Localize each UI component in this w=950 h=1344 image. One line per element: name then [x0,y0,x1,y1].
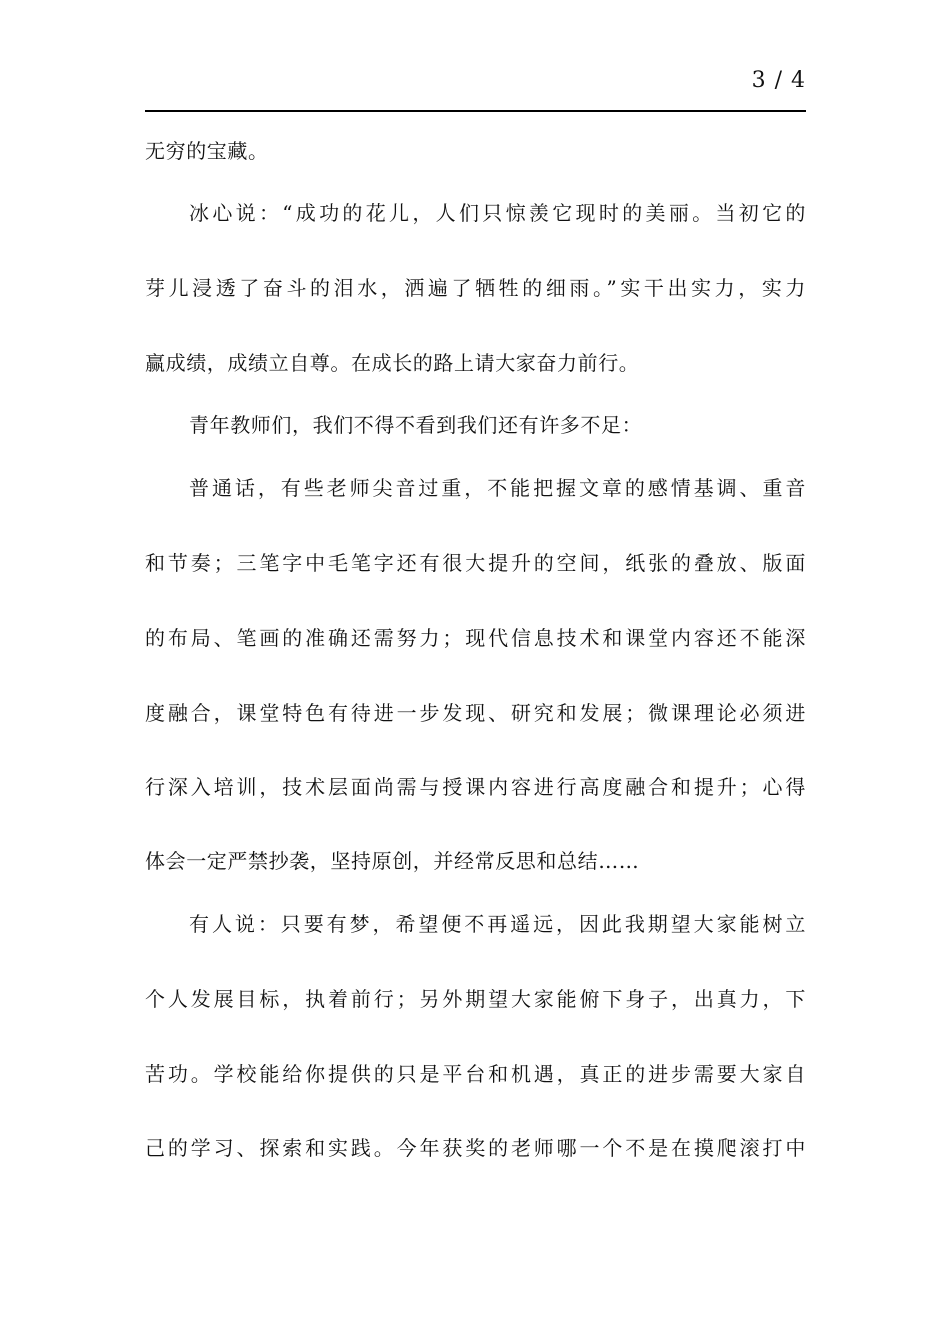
text-line: 冰心说：“成功的花儿，人们只惊羡它现时的美丽。当初它的 [189,201,806,225]
header-rule [145,110,806,112]
text-line: 己的学习、探索和实践。今年获奖的老师哪一个不是在摸爬滚打中 [145,1136,806,1160]
page-number: 3 / 4 [751,68,806,93]
text-line: 和节奏；三笔字中毛笔字还有很大提升的空间，纸张的叠放、版面 [145,551,806,575]
text-line: 个人发展目标，执着前行；另外期望大家能俯下身子，出真力，下 [145,987,806,1011]
text-line: 普通话，有些老师尖音过重，不能把握文章的感情基调、重音 [189,476,806,500]
text-line: 的布局、笔画的准确还需努力；现代信息技术和课堂内容还不能深 [145,626,806,650]
text-line: 苦功。学校能给你提供的只是平台和机遇，真正的进步需要大家自 [145,1062,806,1086]
text-line: 无穷的宝藏。 [145,139,269,163]
text-line: 赢成绩，成绩立自尊。在成长的路上请大家奋力前行。 [145,351,640,375]
text-line: 有人说：只要有梦，希望便不再遥远，因此我期望大家能树立 [189,912,806,936]
text-line: 行深入培训，技术层面尚需与授课内容进行高度融合和提升；心得 [145,775,806,799]
text-line: 度融合，课堂特色有待进一步发现、研究和发展；微课理论必须进 [145,701,806,725]
text-line: 青年教师们，我们不得不看到我们还有许多不足： [189,413,643,437]
text-line: 体会一定严禁抄袭，坚持原创，并经常反思和总结…… [145,849,640,873]
text-line: 芽儿浸透了奋斗的泪水，洒遍了牺牲的细雨。”实干出实力，实力 [145,276,806,300]
